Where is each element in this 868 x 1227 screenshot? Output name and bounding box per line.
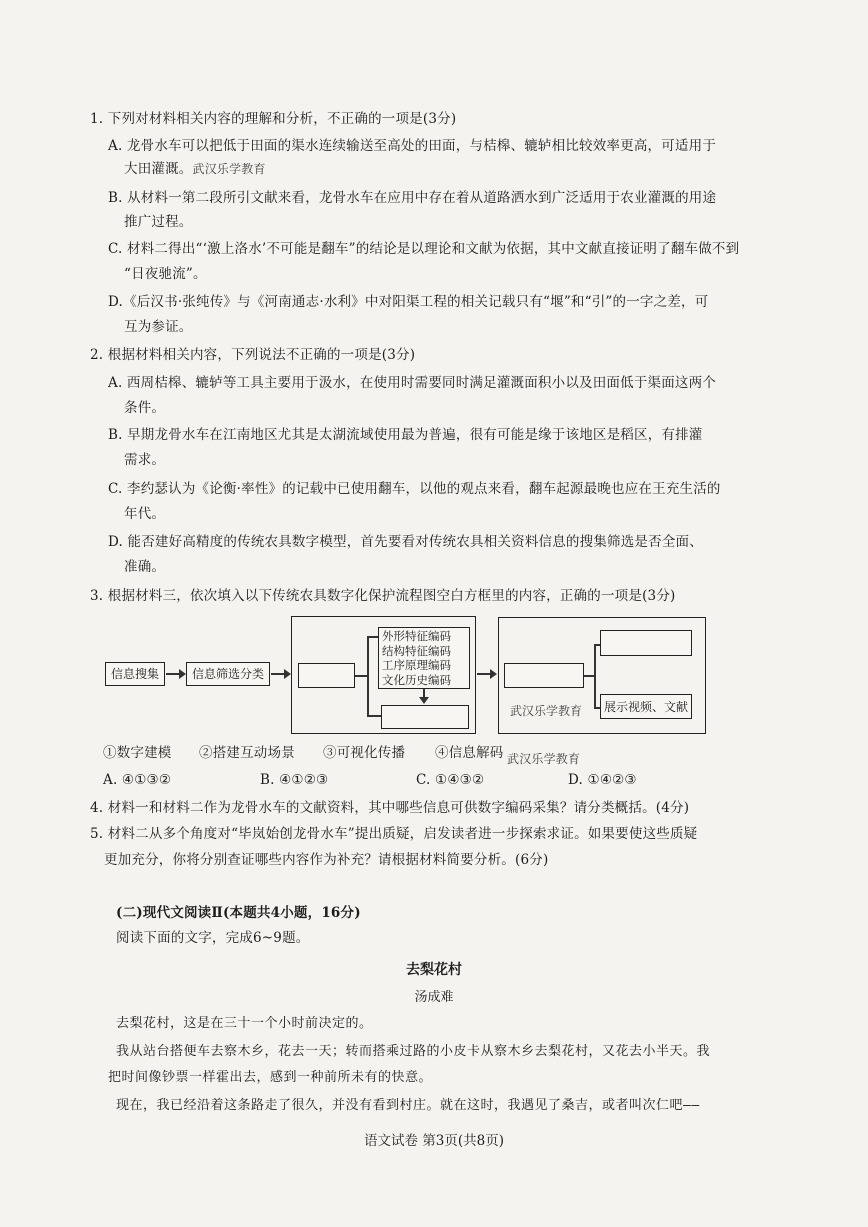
q1-stem: 1. 下列对材料相关内容的理解和分析，不正确的一项是(3分) — [90, 111, 457, 127]
article-title: 去梨花村 — [406, 962, 462, 978]
q2-option-a-cont: 条件。 — [124, 400, 166, 416]
q1-option-a-cont: 大田灌溉。武汉乐学教育 — [124, 161, 266, 177]
code-item: 工序原理编码 — [382, 658, 451, 672]
q2-option-b-cont: 需求。 — [124, 452, 166, 468]
q1-option-c: C. 材料二得出“‘激上洛水’不可能是翻车”的结论是以理论和文献为依据，其中文献直接证明了翻车做不到 — [108, 241, 740, 257]
q1-option-b-cont: 推广过程。 — [124, 214, 193, 230]
q2-option-d-cont: 准确。 — [124, 559, 166, 575]
code-item: 文化历史编码 — [382, 672, 451, 687]
q2-option-d: D. 能否建好高精度的传统农具数字模型，首先要看对传统农具相关资料信息的搜集筛选是否全面、 — [108, 534, 703, 550]
q1-option-d: D.《后汉书·张纯传》与《河南通志·水利》中对阳渠工程的相关记载只有“堰”和“引”的一字之差，可 — [108, 294, 709, 310]
flow-blank-box-2 — [381, 705, 469, 729]
flow-connector — [367, 636, 369, 716]
q2-option-c-cont: 年代。 — [124, 506, 166, 522]
section-heading: (二)现代文阅读Ⅱ(本题共4小题，16分) — [116, 905, 361, 921]
q3-items: ①数字建模 ②搭建互动场景 ③可视化传播 ④信息解码 武汉乐学教育 — [103, 745, 581, 766]
q3-choices: A. ④①③② B. ④①②③ C. ①④③② D. ①④②③ — [103, 772, 637, 788]
code-item: 外形特征编码 — [382, 629, 451, 643]
flow-arrow-head — [284, 669, 291, 679]
flow-code-list — [378, 627, 470, 689]
flow-box-info-filter: 信息筛选分类 — [186, 662, 270, 686]
flow-blank-box-4 — [600, 630, 692, 656]
q2-option-a: A. 西周桔槔、辘轳等工具主要用于汲水，在使用时需要同时满足灌溉面积小以及田面低于渠面这两个 — [108, 375, 717, 391]
q1-option-a: A. 龙骨水车可以把低于田面的渠水连续输送至高处的田面，与桔槔、辘轳相比较效率更高，可适用于 — [108, 138, 717, 154]
watermark: 武汉乐学教育 — [192, 162, 266, 176]
page-footer: 语文试卷 第3页(共8页) — [363, 1133, 504, 1149]
q4-stem: 4. 材料一和材料二作为龙骨水车的文献资料，其中哪些信息可供数字编码采集？请分类概括。(4分) — [90, 800, 690, 816]
q2-option-c: C. 李约瑟认为《论衡·率性》的记载中已使用翻车，以他的观点来看，翻车起源最晚也应在王充生活的 — [108, 481, 721, 497]
flow-connector — [584, 675, 594, 677]
q2-stem: 2. 根据材料相关内容，下列说法不正确的一项是(3分) — [90, 347, 416, 363]
flow-arrow-head — [179, 669, 186, 679]
watermark: 武汉乐学教育 — [507, 752, 581, 766]
q3-stem: 3. 根据材料三，依次填入以下传统农具数字化保护流程图空白方框里的内容，正确的一项是(3分) — [90, 588, 676, 604]
flow-box-display-video: 展示视频、文献 — [600, 694, 692, 719]
code-item: 结构特征编码 — [382, 643, 451, 658]
flow-connector — [367, 715, 381, 717]
q2-option-b: B. 早期龙骨水车在江南地区尤其是太湖流域使用最为普遍，很有可能是缘于该地区是稻区，有排灌 — [108, 427, 703, 443]
flow-arrow — [271, 673, 285, 675]
flow-arrow — [477, 673, 491, 675]
article-paragraph: 去梨花村，这是在三十一个小时前决定的。 — [116, 1016, 373, 1031]
flow-connector — [355, 675, 367, 677]
flow-arrow-head — [419, 697, 429, 704]
article-author: 汤成难 — [414, 990, 454, 1005]
q5-stem-cont: 更加充分，你将分别查证哪些内容作为补充？请根据材料简要分析。(6分) — [104, 852, 549, 868]
article-paragraph: 现在，我已经沿着这条路走了很久，并没有看到村庄。就在这时，我遇见了桑吉，或者叫次仁吧—— — [116, 1098, 700, 1113]
watermark: 武汉乐学教育 — [510, 704, 583, 718]
q1-option-b: B. 从材料一第二段所引文献来看，龙骨水车在应用中存在着从道路洒水到广泛适用于农业灌溉的用途 — [108, 190, 717, 206]
flow-blank-box-3 — [504, 663, 584, 688]
article-paragraph-cont: 把时间像钞票一样霍出去，感到一种前所未有的快意。 — [108, 1070, 433, 1085]
q1-option-c-cont: “日夜驰流”。 — [124, 266, 207, 282]
flow-arrow — [166, 673, 180, 675]
flow-arrow-head — [490, 669, 497, 679]
flow-blank-box-1 — [298, 663, 355, 688]
section-instruction: 阅读下面的文字，完成6~9题。 — [116, 930, 310, 946]
article-paragraph: 我从站台搭便车去察木乡，花去一天；转而搭乘过路的小皮卡从察木乡去梨花村，又花去小半天。我 — [116, 1044, 711, 1059]
q1-option-d-cont: 互为参证。 — [124, 319, 193, 335]
q5-stem: 5. 材料二从多个角度对“毕岚始创龙骨水车”提出质疑，启发读者进一步探索求证。如果要使这些质疑 — [90, 826, 698, 842]
flow-connector — [594, 644, 596, 708]
flow-box-info-collect: 信息搜集 — [105, 662, 165, 686]
